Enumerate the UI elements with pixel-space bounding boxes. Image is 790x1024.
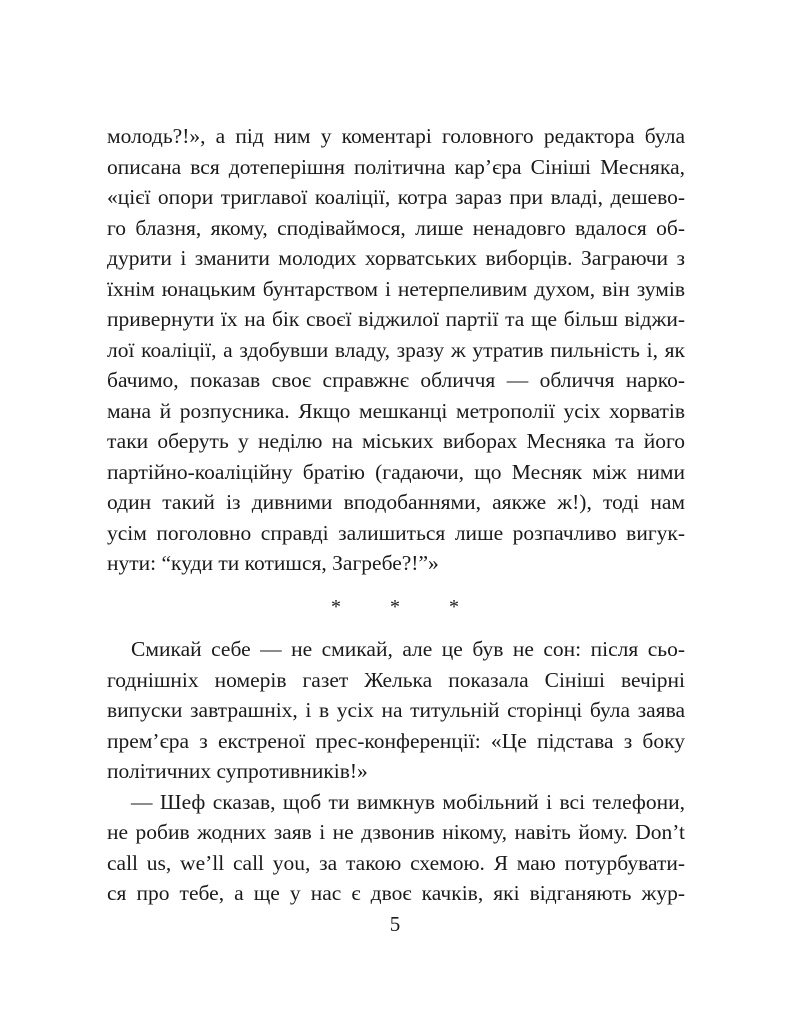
text-line: ся про тебе, а ще у нас є двоє качків, які відганяють жур- — [107, 881, 685, 905]
text-line: лої коаліції, а здобувши владу, зразу ж утратив пильність і, як — [107, 337, 685, 362]
text-line: мана й розпусника. Якщо мешканці метрополії усіх хорватів — [107, 398, 685, 423]
text-line: годнішніх номерів газет Желька показала Сініші вечірні — [107, 667, 685, 692]
text-line: випуски завтрашніх, і в усіх на титульній сторінці була заява — [107, 698, 685, 722]
text-line: партійно-коаліційну братію (гадаючи, що Месняк між ними — [107, 459, 685, 484]
text-line: політичних супротивників!» — [107, 759, 368, 783]
text-line: дурити і зманити молодих хорватських виборців. Заграючи з — [107, 246, 685, 270]
page-number: 5 — [389, 912, 401, 936]
paragraph-body — [107, 634, 685, 909]
text-line: усім поголовно справді залишиться лише розпачливо вигук- — [107, 520, 685, 545]
text-line: один такий із дивними вподобаннями, аякже ж!), тоді нам — [107, 490, 685, 514]
text-line: Смикай себе — не смикай, але це був не сон: після сьо- — [131, 637, 685, 661]
text-line: нути: “куди ти котишся, Загребе?!”» — [107, 551, 439, 575]
text-line: не робив жодних заяв і не дзвонив нікому, навіть йому. Don’t — [107, 820, 685, 844]
text-line: бачимо, показав своє справжнє обличчя — обличчя нарко- — [107, 368, 685, 392]
text-line: «цієї опори триглавої коаліції, котра зараз при владі, дешево- — [107, 185, 685, 209]
text-line: прем’єра з екстреної прес-конференції: «Це підстава з боку — [107, 728, 685, 753]
text-line: — Шеф сказав, щоб ти вимкнув мобільний і всі телефони, — [131, 789, 685, 814]
text-line: го блазня, якому, сподіваймося, лише ненадовго вдалося об- — [107, 215, 685, 240]
text-line: call us, we’ll call you, за такою схемою. Я маю потурбувати- — [107, 850, 685, 875]
paragraph-quote — [107, 121, 685, 579]
text-line: описана вся дотеперішня політична кар’єра Сініші Месняка, — [107, 154, 685, 179]
text-line: їхнім юнацьким бунтарством і нетерпеливим духом, він зумів — [107, 276, 685, 301]
text-line: таки оберуть у неділю на міських виборах Месняка та його — [107, 429, 685, 453]
text-line: молодь?!», а під ним у коментарі головного редактора була — [107, 124, 685, 148]
section-separator: * * * — [331, 596, 481, 618]
text-line: привернути їх на бік своєї віджилої партії та ще більш віджи- — [107, 307, 685, 331]
